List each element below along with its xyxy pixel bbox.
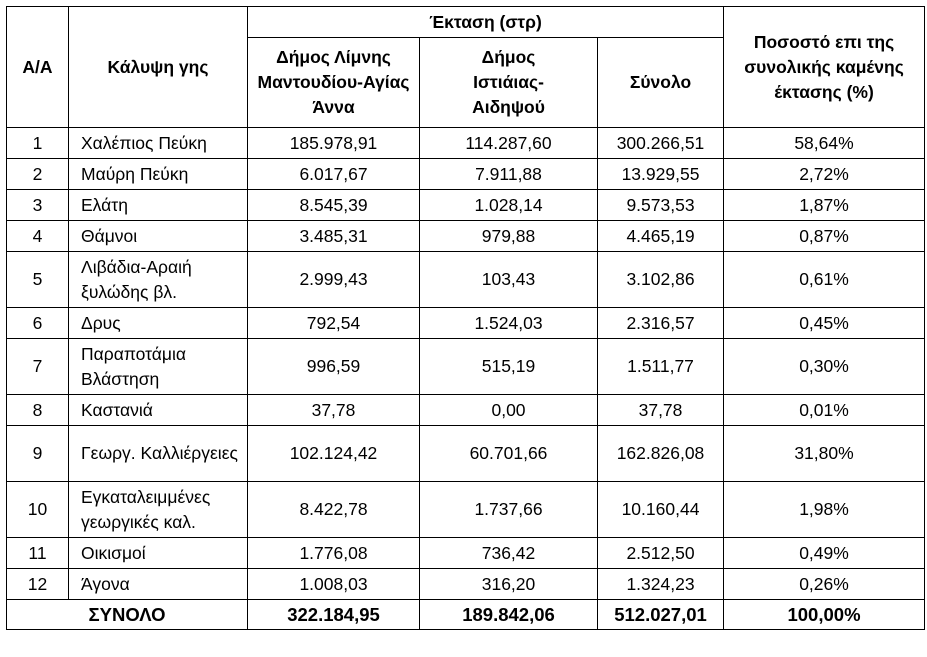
row-number: 2 xyxy=(7,159,69,190)
land-cover-name: Οικισμοί xyxy=(69,538,248,569)
total-area: 4.465,19 xyxy=(598,221,724,252)
row-number: 6 xyxy=(7,308,69,339)
table-row xyxy=(7,426,925,482)
municipality-1-area: 792,54 xyxy=(248,308,420,339)
total-area: 300.266,51 xyxy=(598,128,724,159)
municipality-2-area: 60.701,66 xyxy=(420,426,598,482)
totals-percent: 100,00% xyxy=(724,600,925,630)
land-cover-name: Λιβάδια-Αραιή ξυλώδης βλ. xyxy=(69,252,248,308)
municipality-2-area: 515,19 xyxy=(420,339,598,395)
row-number: 4 xyxy=(7,221,69,252)
municipality-1-area: 1.776,08 xyxy=(248,538,420,569)
total-area: 2.316,57 xyxy=(598,308,724,339)
land-cover-name: Μαύρη Πεύκη xyxy=(69,159,248,190)
land-cover-name: Καστανιά xyxy=(69,395,248,426)
table-row xyxy=(7,482,925,538)
percent-of-burned-area: 0,61% xyxy=(724,252,925,308)
land-cover-name: Δρυς xyxy=(69,308,248,339)
percent-of-burned-area: 2,72% xyxy=(724,159,925,190)
municipality-1-area: 185.978,91 xyxy=(248,128,420,159)
totals-municipality-2: 189.842,06 xyxy=(420,600,598,630)
municipality-2-area: 103,43 xyxy=(420,252,598,308)
table-body xyxy=(7,128,925,600)
total-area: 2.512,50 xyxy=(598,538,724,569)
total-area: 1.324,23 xyxy=(598,569,724,600)
municipality-2-area: 316,20 xyxy=(420,569,598,600)
header-area-group: Έκταση (στρ) xyxy=(248,7,724,38)
row-number: 3 xyxy=(7,190,69,221)
municipality-2-area: 7.911,88 xyxy=(420,159,598,190)
row-number: 1 xyxy=(7,128,69,159)
land-cover-table-container xyxy=(6,6,925,630)
land-cover-name: Ελάτη xyxy=(69,190,248,221)
row-number: 5 xyxy=(7,252,69,308)
municipality-1-area: 37,78 xyxy=(248,395,420,426)
percent-of-burned-area: 0,26% xyxy=(724,569,925,600)
land-cover-name: Εγκαταλειμμένες γεωργικές καλ. xyxy=(69,482,248,538)
table-row xyxy=(7,252,925,308)
header-aa: Α/Α xyxy=(7,7,69,128)
row-number: 7 xyxy=(7,339,69,395)
totals-municipality-1: 322.184,95 xyxy=(248,600,420,630)
header-total: Σύνολο xyxy=(598,38,724,128)
total-area: 10.160,44 xyxy=(598,482,724,538)
percent-of-burned-area: 1,98% xyxy=(724,482,925,538)
table-row xyxy=(7,308,925,339)
totals-row xyxy=(7,600,925,630)
municipality-1-area: 996,59 xyxy=(248,339,420,395)
table-row xyxy=(7,569,925,600)
percent-of-burned-area: 0,30% xyxy=(724,339,925,395)
land-cover-name: Άγονα xyxy=(69,569,248,600)
header-municipality-1: Δήμος Λίμνης Μαντουδίου-Αγίας Άννα xyxy=(248,38,420,128)
table-row xyxy=(7,395,925,426)
table-row xyxy=(7,128,925,159)
municipality-2-area: 0,00 xyxy=(420,395,598,426)
municipality-2-area: 979,88 xyxy=(420,221,598,252)
municipality-2-area: 1.028,14 xyxy=(420,190,598,221)
header-percent: Ποσοστό επι της συνολικής καμένης έκτασης (%) xyxy=(724,7,925,128)
municipality-2-area: 1.524,03 xyxy=(420,308,598,339)
row-number: 12 xyxy=(7,569,69,600)
row-number: 8 xyxy=(7,395,69,426)
municipality-1-area: 1.008,03 xyxy=(248,569,420,600)
municipality-2-area: 114.287,60 xyxy=(420,128,598,159)
header-row-top xyxy=(7,7,925,38)
totals-label: ΣΥΝΟΛΟ xyxy=(7,600,248,630)
totals-total: 512.027,01 xyxy=(598,600,724,630)
total-area: 13.929,55 xyxy=(598,159,724,190)
table-row xyxy=(7,190,925,221)
total-area: 1.511,77 xyxy=(598,339,724,395)
municipality-1-area: 8.545,39 xyxy=(248,190,420,221)
percent-of-burned-area: 0,01% xyxy=(724,395,925,426)
municipality-1-area: 6.017,67 xyxy=(248,159,420,190)
municipality-2-area: 1.737,66 xyxy=(420,482,598,538)
percent-of-burned-area: 1,87% xyxy=(724,190,925,221)
header-land-cover: Κάλυψη γης xyxy=(69,7,248,128)
percent-of-burned-area: 31,80% xyxy=(724,426,925,482)
total-area: 9.573,53 xyxy=(598,190,724,221)
land-cover-table xyxy=(6,6,925,630)
table-row xyxy=(7,221,925,252)
table-row xyxy=(7,339,925,395)
municipality-1-area: 8.422,78 xyxy=(248,482,420,538)
percent-of-burned-area: 0,49% xyxy=(724,538,925,569)
total-area: 3.102,86 xyxy=(598,252,724,308)
total-area: 162.826,08 xyxy=(598,426,724,482)
municipality-2-area: 736,42 xyxy=(420,538,598,569)
percent-of-burned-area: 0,87% xyxy=(724,221,925,252)
table-row xyxy=(7,538,925,569)
land-cover-name: Γεωργ. Καλλιέργειες xyxy=(69,426,248,482)
land-cover-name: Χαλέπιος Πεύκη xyxy=(69,128,248,159)
table-row xyxy=(7,159,925,190)
row-number: 10 xyxy=(7,482,69,538)
row-number: 9 xyxy=(7,426,69,482)
row-number: 11 xyxy=(7,538,69,569)
municipality-1-area: 102.124,42 xyxy=(248,426,420,482)
land-cover-name: Παραποτάμια Βλάστηση xyxy=(69,339,248,395)
header-municipality-2: Δήμος Ιστιάιας-Αιδηψού xyxy=(420,38,598,128)
municipality-1-area: 3.485,31 xyxy=(248,221,420,252)
percent-of-burned-area: 58,64% xyxy=(724,128,925,159)
percent-of-burned-area: 0,45% xyxy=(724,308,925,339)
land-cover-name: Θάμνοι xyxy=(69,221,248,252)
municipality-1-area: 2.999,43 xyxy=(248,252,420,308)
total-area: 37,78 xyxy=(598,395,724,426)
